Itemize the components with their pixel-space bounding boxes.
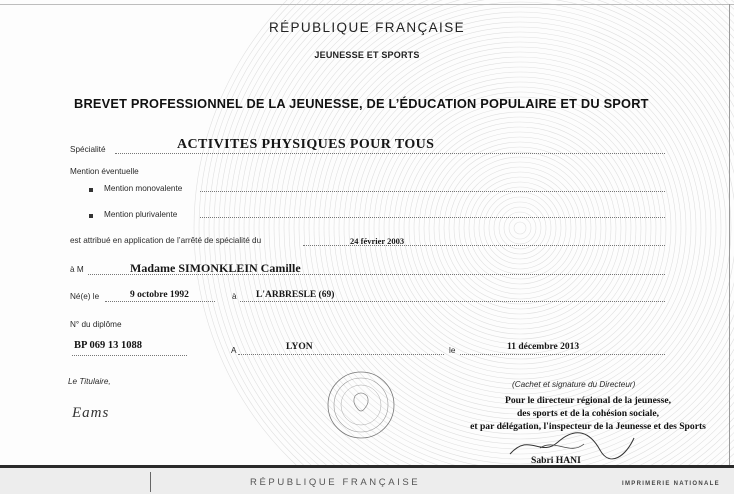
birth-place-line xyxy=(240,301,665,302)
footer-republique: RÉPUBLIQUE FRANÇAISE xyxy=(250,477,421,488)
mono-bullet xyxy=(89,188,93,192)
guilloche-ring xyxy=(384,92,656,364)
mention-monovalente-label: Mention monovalente xyxy=(104,184,183,193)
issue-city: LYON xyxy=(286,342,313,352)
guilloche-ring xyxy=(364,72,676,384)
guilloche-ring xyxy=(309,17,731,439)
guilloche-ring xyxy=(439,147,601,309)
guilloche-ring xyxy=(424,132,616,324)
attribution-line xyxy=(303,245,665,246)
footer-imprimerie: IMPRIMERIE NATIONALE xyxy=(622,481,720,487)
specialite-label: Spécialité xyxy=(70,145,106,154)
guilloche-ring xyxy=(444,152,596,304)
guilloche-ring xyxy=(509,217,531,239)
mention-plurivalente-label: Mention plurivalente xyxy=(104,210,178,219)
diploma-number-label: N° du diplôme xyxy=(70,320,122,329)
guilloche-ring xyxy=(474,182,566,274)
guilloche-ring xyxy=(409,117,631,339)
director-line-3: et par délégation, l'inspecteur de la Jeunesse et des Sports xyxy=(470,421,706,432)
guilloche-ring xyxy=(359,67,681,389)
director-line-2: des sports et de la cohésion sociale, xyxy=(516,408,660,419)
guilloche-ring xyxy=(374,82,666,374)
guilloche-ring xyxy=(399,107,641,349)
guilloche-ring xyxy=(499,207,541,249)
birth-date-line xyxy=(105,301,215,302)
holder-name: Madame SIMONKLEIN Camille xyxy=(130,261,301,275)
guilloche-ring xyxy=(434,142,606,314)
titulaire-label: Le Titulaire, xyxy=(68,377,111,386)
guilloche-ring xyxy=(459,167,581,289)
diploma-number-line xyxy=(72,355,187,356)
arrete-date: 24 février 2003 xyxy=(350,236,405,246)
guilloche-ring xyxy=(494,202,546,254)
issue-date: 11 décembre 2013 xyxy=(507,342,580,352)
plurivalente-line xyxy=(200,217,665,218)
holder-signature: Eams xyxy=(72,405,110,421)
specialite-value: ACTIVITES PHYSIQUES POUR TOUS xyxy=(177,137,435,152)
guilloche-ring xyxy=(479,187,561,269)
birth-place-label: à xyxy=(232,292,237,301)
footer-divider xyxy=(150,472,151,492)
issue-date-label: le xyxy=(449,346,456,355)
cachet-label: (Cachet et signature du Directeur) xyxy=(512,380,636,389)
holder-label: à M xyxy=(70,265,84,274)
guilloche-ring xyxy=(324,32,716,424)
guilloche-ring xyxy=(484,192,556,264)
guilloche-ring xyxy=(329,37,711,419)
attribution-label: est attribué en application de l’arrêté de spécialité du xyxy=(70,236,262,245)
issue-date-line xyxy=(460,354,665,355)
guilloche-ring xyxy=(379,87,661,369)
guilloche-ring xyxy=(449,157,591,299)
pluri-bullet xyxy=(89,214,93,218)
diploma-number: BP 069 13 1088 xyxy=(74,340,142,351)
birth-date: 9 octobre 1992 xyxy=(130,290,189,300)
guilloche-ring xyxy=(289,0,734,459)
guilloche-ring xyxy=(429,137,611,319)
diploma-title: BREVET PROFESSIONNEL DE LA JEUNESSE, DE L’ÉDUCATION POPULAIRE ET DU SPORT xyxy=(74,96,649,111)
director-name: Sabri HANI xyxy=(531,455,581,466)
ministry-heading: JEUNESSE ET SPORTS xyxy=(314,50,420,60)
monovalente-line xyxy=(200,191,665,192)
guilloche-ring xyxy=(489,197,551,259)
city-label: A xyxy=(231,346,237,355)
top-border xyxy=(0,4,734,5)
mention-label: Mention éventuelle xyxy=(70,167,139,176)
specialite-line xyxy=(115,153,665,154)
city-line xyxy=(238,354,444,355)
birth-label: Né(e) le xyxy=(70,292,100,301)
guilloche-ring xyxy=(314,22,726,434)
republique-heading: RÉPUBLIQUE FRANÇAISE xyxy=(268,20,466,35)
holder-line xyxy=(88,274,665,275)
birth-place: L'ARBRESLE (69) xyxy=(256,290,335,300)
guilloche-ring xyxy=(514,222,526,234)
director-line-1: Pour le directeur régional de la jeunesse, xyxy=(504,395,671,406)
guilloche-ring xyxy=(464,172,576,284)
